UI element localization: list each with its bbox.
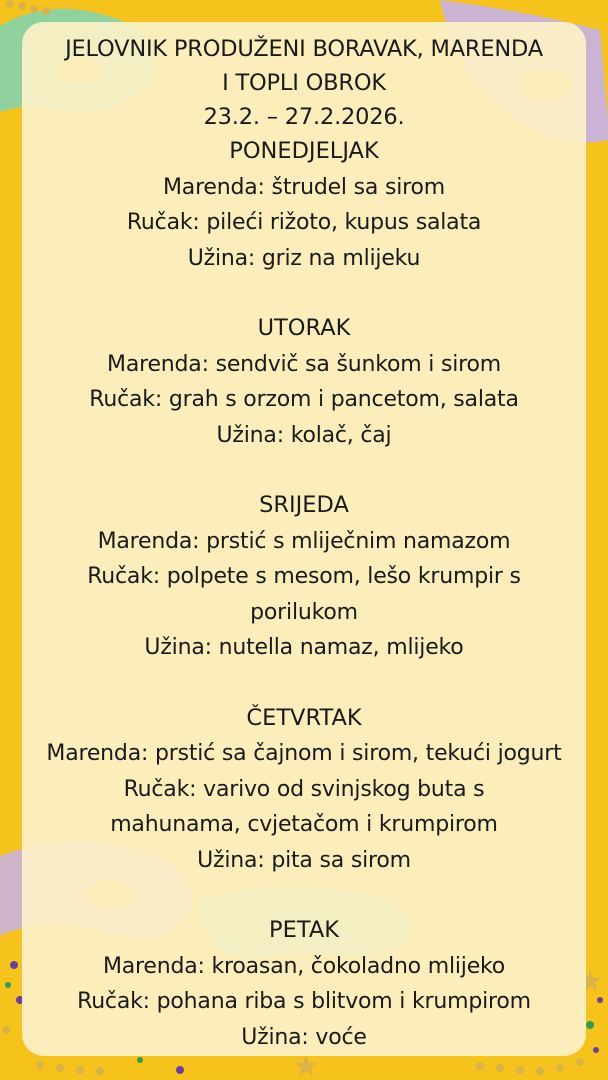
uzina-item: Užina: nutella namaz, mlijeko bbox=[144, 635, 464, 660]
rucak-item: Ručak: pohana riba s blitvom i krumpirom bbox=[77, 989, 531, 1014]
uzina-item: Užina: kolač, čaj bbox=[216, 422, 392, 448]
day-monday bbox=[18, 134, 590, 276]
day-thursday bbox=[18, 701, 590, 879]
menu-title-line1: JELOVNIK PRODUŽENI BORAVAK, MARENDA bbox=[65, 36, 543, 62]
day-friday bbox=[18, 913, 590, 1055]
day-name: PONEDJELJAK bbox=[229, 138, 379, 164]
marenda-item: Marenda: sendvič sa šunkom i sirom bbox=[107, 351, 501, 377]
day-tuesday bbox=[18, 311, 590, 453]
day-name: ČETVRTAK bbox=[246, 704, 362, 731]
marenda-item: Marenda: prstić sa čajnom i sirom, tekući jogurt bbox=[46, 741, 562, 766]
star-icon bbox=[295, 1055, 317, 1076]
menu-title-line2: I TOPLI OBROK bbox=[222, 70, 386, 96]
marenda-item: Marenda: štrudel sa sirom bbox=[163, 174, 445, 200]
day-name: PETAK bbox=[269, 917, 339, 943]
day-wednesday bbox=[18, 488, 590, 666]
rucak-item: Ručak: polpete s mesom, lešo krumpir s porilukom bbox=[87, 564, 521, 625]
rucak-item: Ručak: pileći rižoto, kupus salata bbox=[126, 210, 482, 235]
rucak-item: Ručak: varivo od svinjskog buta s mahunama, cvjetačom i krumpirom bbox=[110, 776, 498, 837]
uzina-item: Užina: griz na mlijeku bbox=[187, 245, 421, 271]
menu-content bbox=[18, 32, 590, 1055]
uzina-item: Užina: pita sa sirom bbox=[197, 847, 411, 873]
marenda-item: Marenda: kroasan, čokoladno mlijeko bbox=[102, 953, 506, 979]
uzina-item: Užina: voće bbox=[241, 1024, 367, 1050]
rucak-item: Ručak: grah s orzom i pancetom, salata bbox=[89, 387, 519, 412]
day-name: SRIJEDA bbox=[259, 492, 349, 518]
marenda-item: Marenda: prstić s mliječnim namazom bbox=[97, 528, 511, 554]
menu-dates: 23.2. – 27.2.2026. bbox=[203, 104, 405, 130]
day-name: UTORAK bbox=[257, 315, 351, 341]
